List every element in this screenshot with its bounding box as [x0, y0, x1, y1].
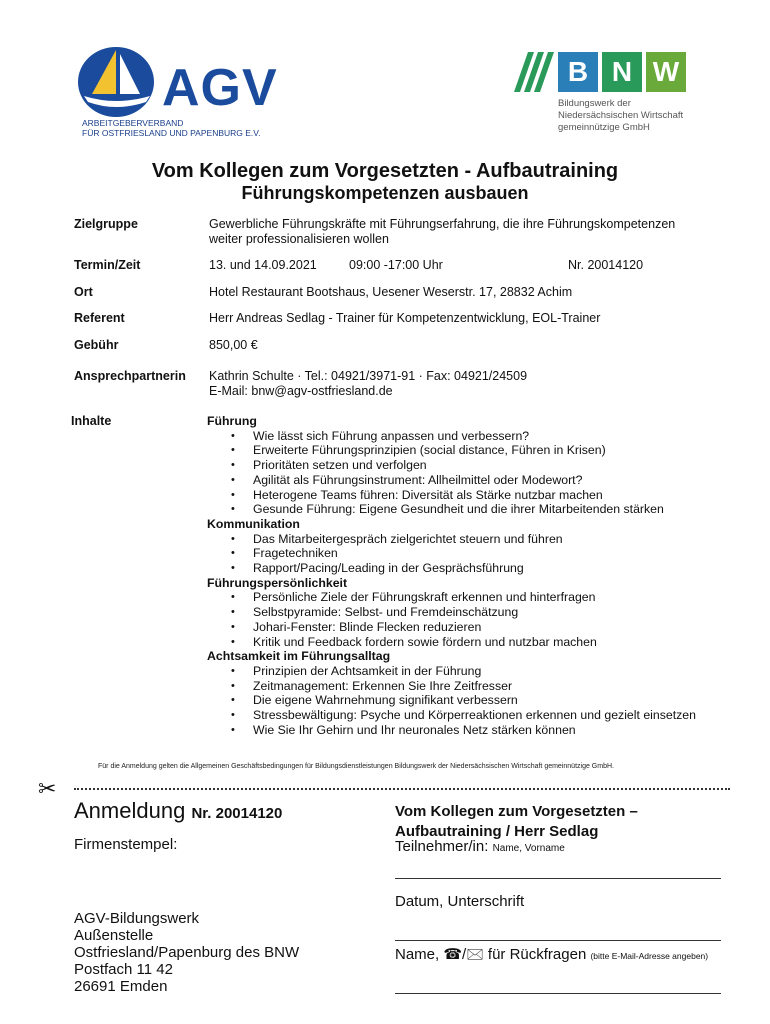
cut-line — [74, 778, 730, 790]
ansprech-label: Ansprechpartnerin — [74, 369, 186, 383]
address-line: 26691 Emden — [74, 978, 168, 995]
bullet-item: • Kritik und Feedback fordern sowie fördern und nutzbar machen — [207, 635, 697, 650]
bnw-logo — [514, 48, 714, 138]
bullet-item: • Selbstpyramide: Selbst- und Fremdeinschätzung — [207, 605, 697, 620]
agv-sail-emblem — [76, 44, 162, 124]
registration-nr: Nr. 20014120 — [191, 805, 283, 822]
address-line: Ostfriesland/Papenburg des BNW — [74, 944, 300, 961]
firmenstempel-label: Firmenstempel: — [74, 836, 178, 853]
bullet-item: • Prinzipien der Achtsamkeit in der Führung — [207, 664, 697, 679]
address-line: Außenstelle — [74, 927, 154, 944]
page-title: Vom Kollegen zum Vorgesetzten - Aufbautraining — [151, 160, 619, 182]
bullet-item: • Agilität als Führungsinstrument: Allheilmittel oder Modewort? — [207, 473, 697, 488]
ort-value: Hotel Restaurant Bootshaus, Uesener Weserstr. 17, 28832 Achim — [209, 285, 573, 299]
contact-label — [395, 944, 708, 969]
bullet-item: • Prioritäten setzen und verfolgen — [207, 458, 697, 473]
zielgruppe-line1: Gewerbliche Führungskräfte mit Führungserfahrung, die ihre Führungskompetenzen — [209, 217, 676, 231]
course-line2: Aufbautraining / Herr Sedlag — [395, 823, 599, 840]
bullet-item: • Zeitmanagement: Erkennen Sie Ihre Zeitfresser — [207, 679, 697, 694]
contact-hint: (bitte E-Mail-Adresse angeben) — [590, 951, 709, 961]
bullet-item: • Persönliche Ziele der Führungskraft erkennen und hinterfragen — [207, 590, 697, 605]
teilnehmer-label — [395, 838, 565, 855]
bullet-item: • Wie Sie Ihr Gehirn und Ihr neuronales Netz stärken können — [207, 723, 697, 738]
referent-value: Herr Andreas Sedlag - Trainer für Kompetenzentwicklung, EOL-Trainer — [209, 311, 601, 325]
termin-time: 09:00 -17:00 Uhr — [349, 258, 443, 272]
ansprech-email[interactable]: E-Mail: bnw@agv-ostfriesland.de — [209, 384, 393, 398]
bnw-line3: gemeinnützige GmbH — [558, 122, 650, 133]
zielgruppe-line2: weiter professionalisieren wollen — [209, 232, 389, 246]
bnw-line2: Niedersächsischen Wirtschaft — [558, 110, 684, 121]
section-heading: Führung — [207, 414, 257, 428]
registration-course — [395, 802, 725, 842]
termin-nr: Nr. 20014120 — [568, 258, 644, 272]
agv-logo — [76, 44, 336, 142]
address-line: Postfach 11 42 — [74, 961, 173, 978]
postal-address — [74, 910, 299, 995]
bnw-letter-b: B — [558, 52, 598, 92]
section-heading: Achtsamkeit im Führungsalltag — [207, 649, 391, 664]
terms-footnote: Für die Anmeldung gelten die Allgemeinen Geschäftsbedingungen für Bildungsdienstleistungen Bildungswerk der Niedersächsischen Wirtschaft gemeinnützige GmbH. — [98, 763, 614, 770]
bullet-item: • Wie lässt sich Führung anpassen und verbessern? — [207, 429, 697, 444]
course-line1: Vom Kollegen zum Vorgesetzten – — [395, 803, 638, 820]
bullet-item: • Fragetechniken — [207, 546, 697, 561]
referent-label: Referent — [74, 311, 125, 325]
contact-field[interactable] — [395, 993, 721, 994]
ansprech-line1: Kathrin Schulte · Tel.: 04921/3971-91 · Fax: 04921/24509 — [209, 369, 528, 383]
agv-wordmark: AGV — [162, 59, 278, 117]
datum-label: Datum, Unterschrift — [395, 893, 525, 910]
bullet-item: • Das Mitarbeitergespräch zielgerichtet steuern und führen — [207, 532, 697, 547]
datum-field[interactable] — [395, 940, 721, 941]
contact-text: Name, ☎/🖂 für Rückfragen — [395, 946, 587, 963]
section-heading: Führungspersönlichkeit — [207, 575, 348, 590]
page-subtitle: Führungskompetenzen ausbauen — [241, 183, 529, 203]
gebuehr-value: 850,00 € — [209, 338, 258, 352]
teilnehmer-hint: Name, Vorname — [492, 843, 565, 854]
bullet-item: • Rapport/Pacing/Leading in der Gesprächsführung — [207, 561, 697, 576]
agv-line1: ARBEITGEBERVERBAND — [82, 118, 184, 128]
bullet-item: • Heterogene Teams führen: Diversität als Stärke nutzbar machen — [207, 488, 697, 503]
bullet-item: • Johari-Fenster: Blinde Flecken reduzieren — [207, 620, 697, 635]
bullet-item: • Stressbewältigung: Psyche und Körperreaktionen erkennen und gezielt einsetzen — [207, 708, 697, 723]
zielgruppe-label: Zielgruppe — [74, 217, 138, 231]
registration-title — [74, 798, 282, 824]
bnw-line1: Bildungswerk der — [558, 98, 631, 109]
bnw-letter-n: N — [602, 52, 642, 92]
registration-title-text: Anmeldung — [74, 798, 186, 823]
gebuehr-label: Gebühr — [74, 338, 119, 352]
section-bullet-list — [207, 664, 697, 738]
inhalte-label: Inhalte — [71, 414, 112, 428]
section-bullet-list — [207, 590, 697, 649]
bnw-letter-w: W — [646, 52, 686, 92]
agv-line2: FÜR OSTFRIESLAND UND PAPENBURG E.V. — [82, 128, 261, 138]
bullet-item: • Erweiterte Führungsprinzipien (social distance, Führen in Krisen) — [207, 443, 697, 458]
bnw-stripes-emblem — [514, 52, 554, 92]
section-bullet-list — [207, 429, 697, 517]
bullet-item: • Gesunde Führung: Eigene Gesundheit und die ihrer Mitarbeitenden stärken — [207, 502, 697, 517]
ort-label: Ort — [74, 285, 93, 299]
teilnehmer-text: Teilnehmer/in: — [395, 838, 489, 855]
scissors-icon: ✂ — [38, 776, 57, 801]
termin-label: Termin/Zeit — [74, 258, 141, 272]
termin-date: 13. und 14.09.2021 — [209, 258, 317, 272]
teilnehmer-field[interactable] — [395, 878, 721, 879]
section-bullet-list — [207, 532, 697, 576]
address-line: AGV-Bildungswerk — [74, 910, 200, 927]
bullet-item: • Die eigene Wahrnehmung signifikant verbessern — [207, 693, 697, 708]
section-heading: Kommunikation — [207, 516, 300, 531]
content-sections — [207, 414, 697, 737]
